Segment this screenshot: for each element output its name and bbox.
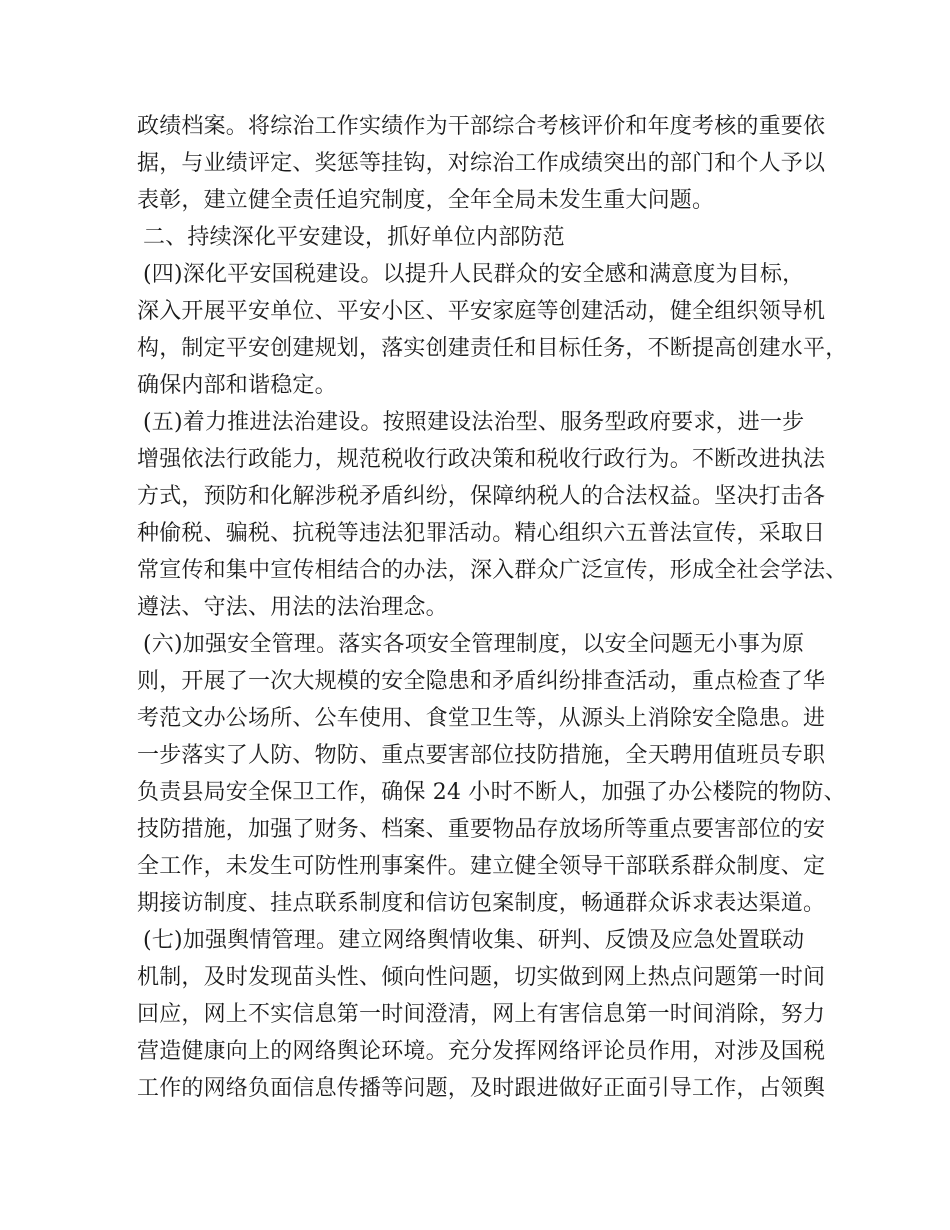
text-line: 表彰，建立健全责任追究制度，全年全局未发生重大问题。: [137, 188, 715, 213]
text-line: (七)加强舆情管理。建立网络舆情收集、研判、反馈及应急处置联动: [143, 928, 805, 953]
text-line: (四)深化平安国税建设。以提升人民群众的安全感和满意度为目标，: [143, 262, 805, 287]
text-line: 期接访制度、挂点联系制度和信访包案制度，畅通群众诉求表达渠道。: [137, 891, 826, 916]
text-line: 全工作，未发生可防性刑事案件。建立健全领导干部联系群众制度、定: [137, 854, 826, 879]
text-line: 深入开展平安单位、平安小区、平安家庭等创建活动，健全组织领导机: [137, 299, 826, 324]
text-line: 机制，及时发现苗头性、倾向性问题，切实做到网上热点问题第一时间: [137, 965, 826, 990]
text-line: 回应，网上不实信息第一时间澄清，网上有害信息第一时间消除，努力: [137, 1002, 826, 1027]
text-line: 工作的网络负面信息传播等问题，及时跟进做好正面引导工作，占领舆: [137, 1076, 826, 1101]
text-line: 增强依法行政能力，规范税收行政决策和税收行政行为。不断改进执法: [137, 447, 826, 472]
text-line: 政绩档案。将综治工作实绩作为干部综合考核评价和年度考核的重要依: [137, 114, 826, 139]
text-line: 则，开展了一次大规模的安全隐患和矛盾纠纷排查活动，重点检查了华: [137, 669, 826, 694]
text-line: 常宣传和集中宣传相结合的办法，深入群众广泛宣传，形成全社会学法、: [137, 558, 848, 583]
text-line: 负责县局安全保卫工作，确保 24 小时不断人，加强了办公楼院的物防、: [137, 780, 846, 805]
text-line: 据，与业绩评定、奖惩等挂钩，对综治工作成绩突出的部门和个人予以: [137, 151, 826, 176]
text-line: 营造健康向上的网络舆论环境。充分发挥网络评论员作用，对涉及国税: [137, 1039, 826, 1064]
text-line: (六)加强安全管理。落实各项安全管理制度，以安全问题无小事为原: [143, 632, 805, 657]
text-line: (五)着力推进法治建设。按照建设法治型、服务型政府要求，进一步: [143, 410, 805, 435]
text-line: 一步落实了人防、物防、重点要害部位技防措施，全天聘用值班员专职: [137, 743, 826, 768]
section-heading: 二、持续深化平安建设，抓好单位内部防范: [143, 225, 565, 250]
text-line: 种偷税、骗税、抗税等违法犯罪活动。精心组织六五普法宣传，采取日: [137, 521, 826, 546]
text-line: 技防措施，加强了财务、档案、重要物品存放场所等重点要害部位的安: [137, 817, 826, 842]
text-line: 遵法、守法、用法的法治理念。: [137, 595, 448, 620]
text-line: 考范文办公场所、公车使用、食堂卫生等，从源头上消除安全隐患。进: [137, 706, 826, 731]
text-line: 构，制定平安创建规划，落实创建责任和目标任务，不断提高创建水平，: [137, 336, 848, 361]
document-body: [137, 108, 848, 1107]
text-line: 方式，预防和化解涉税矛盾纠纷，保障纳税人的合法权益。坚决打击各: [137, 484, 826, 509]
text-line: 确保内部和谐稳定。: [137, 373, 337, 398]
